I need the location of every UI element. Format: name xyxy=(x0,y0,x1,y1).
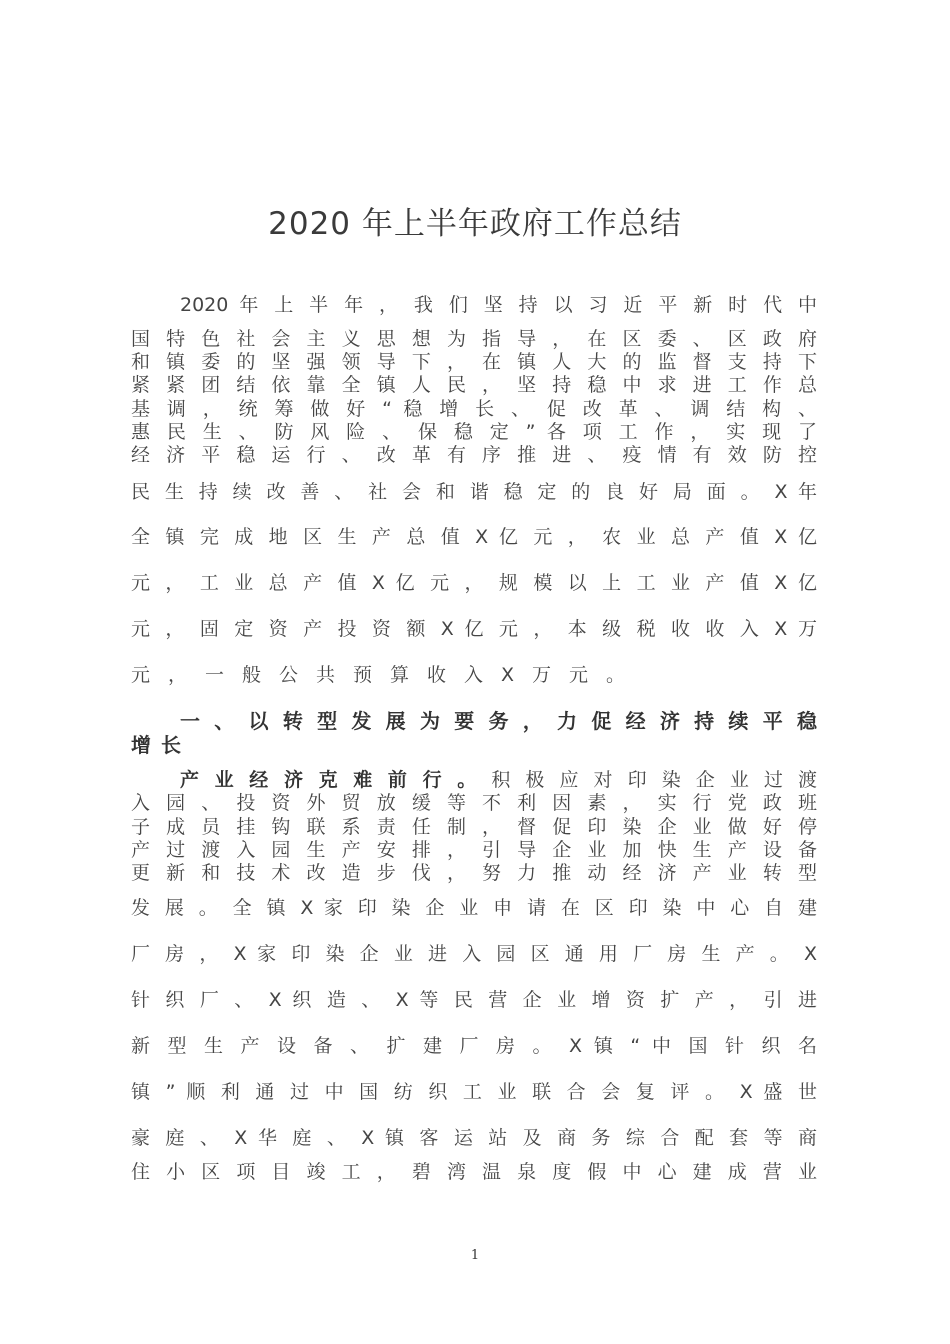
paragraph-1-line: 和 镇 委 的 坚 强 领 导 下 ， 在 镇 人 大 的 监 督 支 持 下 xyxy=(131,351,817,373)
paragraph-1-line: 元 ， 工 业 总 产 值 X 亿 元 ， 规 模 以 上 工 业 产 值 X 亿 xyxy=(131,572,817,594)
paragraph-1-line: 2020 年 上 半 年 ， 我 们 坚 持 以 习 近 平 新 时 代 中 xyxy=(180,294,817,316)
paragraph-2-line: 子 成 员 挂 钩 联 系 责 任 制 ， 督 促 印 染 企 业 做 好 停 xyxy=(131,816,817,838)
paragraph-2-line: 厂 房 ， X 家 印 染 企 业 进 入 园 区 通 用 厂 房 生 产 。 X xyxy=(131,943,817,965)
paragraph-2-line: 更 新 和 技 术 改 造 步 伐 ， 努 力 推 动 经 济 产 业 转 型 xyxy=(131,862,817,884)
paragraph-1-line: 民 生 持 续 改 善 、 社 会 和 谐 稳 定 的 良 好 局 面 。 X 年 xyxy=(131,481,817,503)
paragraph-2-line: 入 园 、 投 资 外 贸 放 缓 等 不 利 因 素 ， 实 行 党 政 班 xyxy=(131,792,817,814)
paragraph-text: 积 极 应 对 印 染 企 业 过 渡 xyxy=(491,769,817,791)
section-heading: 一 、 以 转 型 发 展 为 要 务 ， 力 促 经 济 持 续 平 稳 xyxy=(180,709,817,733)
paragraph-1-line: 紧 紧 团 结 依 靠 全 镇 人 民 ， 坚 持 稳 中 求 进 工 作 总 xyxy=(131,374,817,396)
paragraph-1-line: 元，一般公共预算收入X万元。 xyxy=(131,664,644,686)
paragraph-2-line: 豪 庭 、 X 华 庭 、 X 镇 客 运 站 及 商 务 综 合 配 套 等 商 xyxy=(131,1127,817,1149)
paragraph-2-line: 发 展 。 全 镇 X 家 印 染 企 业 申 请 在 区 印 染 中 心 自 建 xyxy=(131,897,817,919)
page-number: 1 xyxy=(470,1248,480,1263)
paragraph-1-line: 全 镇 完 成 地 区 生 产 总 值 X 亿 元 ， 农 业 总 产 值 X 亿 xyxy=(131,526,817,548)
paragraph-lead: 产 业 经 济 克 难 前 行 。 xyxy=(180,769,481,791)
paragraph-2-line: 产 过 渡 入 园 生 产 安 排 ， 引 导 企 业 加 快 生 产 设 备 xyxy=(131,839,817,861)
section-heading: 增长 xyxy=(131,733,191,757)
paragraph-2-line: 新 型 生 产 设 备 、 扩 建 厂 房 。 X 镇 “ 中 国 针 织 名 xyxy=(131,1035,817,1057)
document-title: 2020 年上半年政府工作总结 xyxy=(268,206,682,242)
paragraph-1-line: 国 特 色 社 会 主 义 思 想 为 指 导 ， 在 区 委 、 区 政 府 xyxy=(131,328,817,350)
paragraph-2-line: 住 小 区 项 目 竣 工 ， 碧 湾 温 泉 度 假 中 心 建 成 营 业 xyxy=(131,1161,817,1183)
paragraph-1-line: 元 ， 固 定 资 产 投 资 额 X 亿 元 ， 本 级 税 收 收 入 X 万 xyxy=(131,618,817,640)
paragraph-2-line: 镇 ” 顺 利 通 过 中 国 纺 织 工 业 联 合 会 复 评 。 X 盛 世 xyxy=(131,1081,817,1103)
paragraph-1-line: 经 济 平 稳 运 行 、 改 革 有 序 推 进 、 疫 情 有 效 防 控 xyxy=(131,444,817,466)
paragraph-1-line: 基 调 ， 统 筹 做 好 “ 稳 增 长 、 促 改 革 、 调 结 构 、 xyxy=(131,398,817,420)
paragraph-2-first-line xyxy=(180,768,817,792)
paragraph-1-line: 惠 民 生 、 防 风 险 、 保 稳 定 ” 各 项 工 作 ， 实 现 了 xyxy=(131,421,817,443)
paragraph-2-line: 针 织 厂 、 X 织 造 、 X 等 民 营 企 业 增 资 扩 产 ， 引 进 xyxy=(131,989,817,1011)
